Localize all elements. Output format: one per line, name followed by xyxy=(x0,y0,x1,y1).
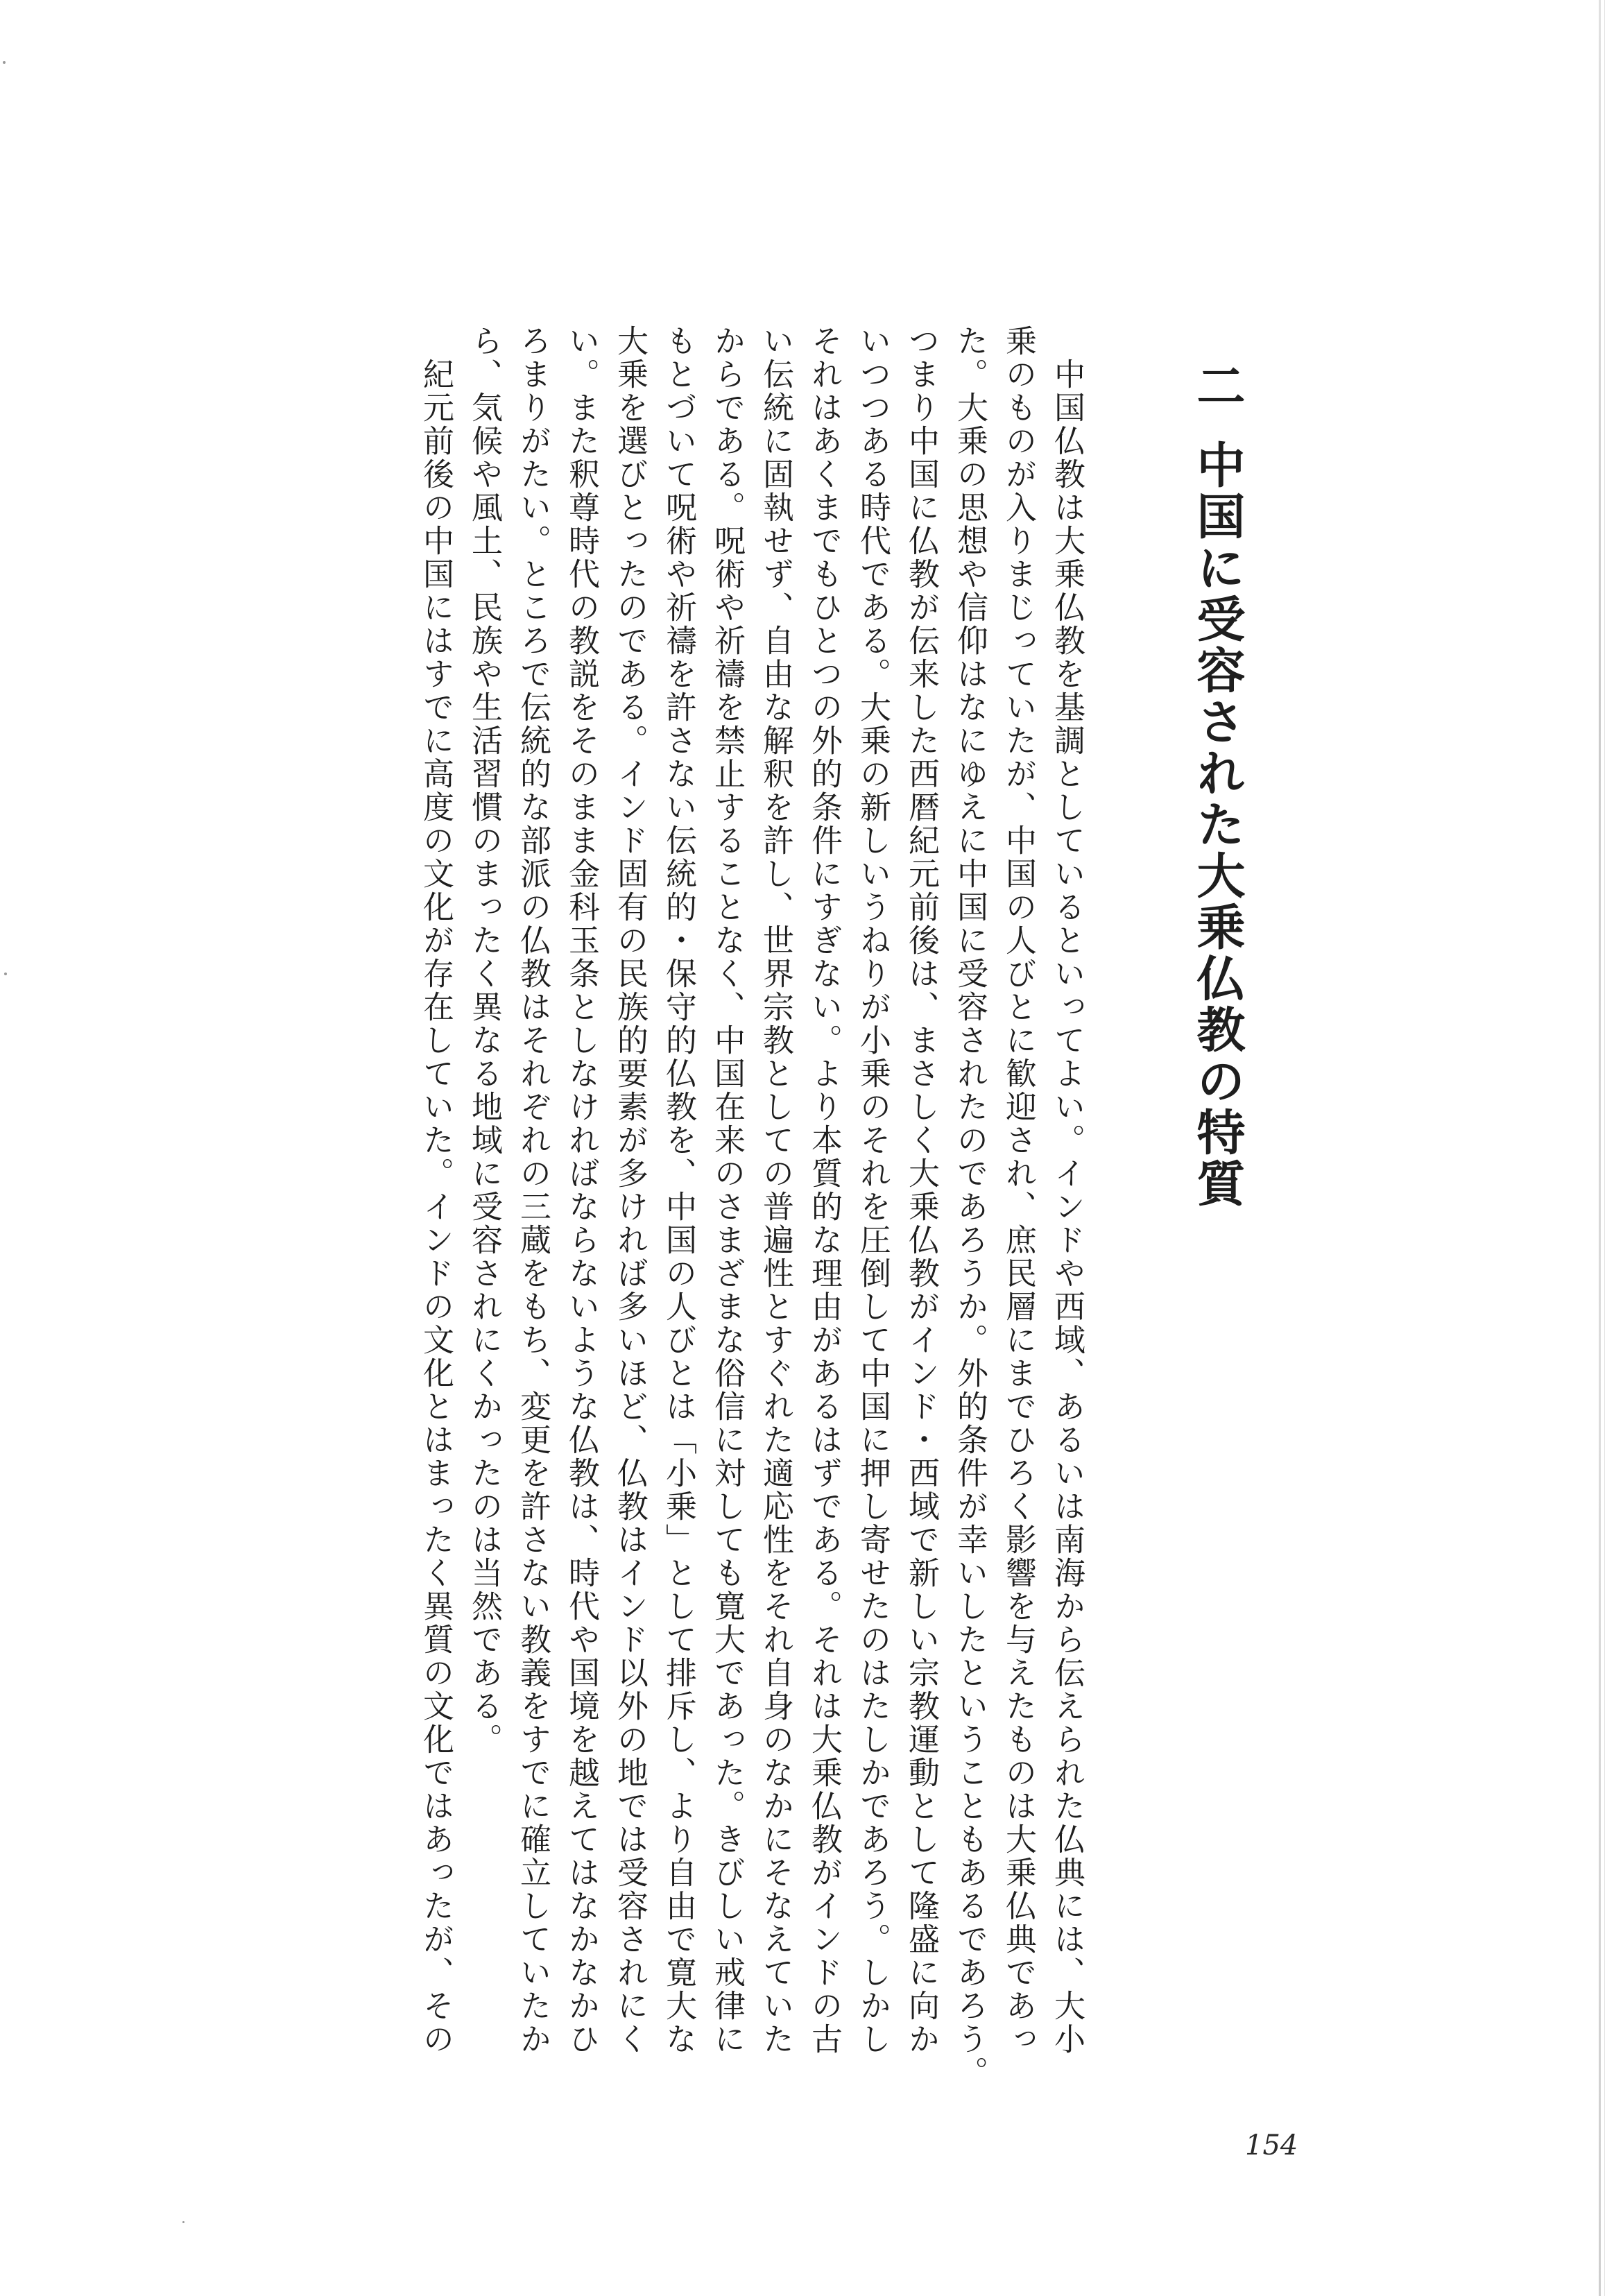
text-column: い。また釈尊時代の教説をそのまま金科玉条としなければならないような仏教は、時代や国境を越えてはなかなかひ xyxy=(563,325,600,2056)
text-column: ら、気候や風土、民族や生活習慣のまったく異なる地域に受容されにくかったのは当然である。 xyxy=(466,325,503,1756)
text-column: 乗のものが入りまじっていたが、中国の人びとに歓迎され、庶民層にまでひろく影響を与えたものは大乗仏典であっ xyxy=(1000,325,1037,2056)
scan-speck xyxy=(3,61,6,64)
section-heading xyxy=(1190,361,1245,1210)
text-column: 大乗を選びとったのである。インド固有の民族的要素が多ければ多いほど、仏教はインド以外の地では受容されにく xyxy=(612,325,649,2056)
text-column: 紀元前後の中国にはすでに高度の文化が存在していた。インドの文化とはまったく異質の文化ではあったが、その xyxy=(418,325,454,2056)
scan-speck xyxy=(182,2221,184,2223)
section-number: 二 xyxy=(1189,361,1246,412)
scan-speck xyxy=(4,973,7,975)
text-column: つまり中国に仏教が伝来した西暦紀元前後は、まさしく大乗仏教がインド・西域で新しい宗教運動として隆盛に向か xyxy=(903,325,940,2056)
page-number: 154 xyxy=(1245,2130,1298,2161)
text-column: ろまりがたい。ところで伝統的な部派の仏教はそれぞれの三蔵をもち、変更を許さない教義をすでに確立していたか xyxy=(515,325,551,2056)
text-column: いつつある時代である。大乗の新しいうねりが小乗のそれを圧倒して中国に押し寄せたのはたしかであろう。しかし xyxy=(855,325,891,2056)
text-column: からである。呪術や祈禱を禁止することなく、中国在来のさまざまな俗信に対しても寛大であった。きびしい戒律に xyxy=(709,325,746,2056)
text-column: 中国仏教は大乗仏教を基調としているといってよい。インドや西域、あるいは南海から伝えられた仏典には、大小 xyxy=(1049,325,1085,2056)
section-title: 中国に受容された大乗仏教の特質 xyxy=(1189,440,1246,1210)
scan-edge-line xyxy=(1604,0,1605,2296)
scan-edge-shadow xyxy=(1599,0,1601,2296)
text-column: た。大乗の思想や信仰はなにゆえに中国に受容されたのであろうか。外的条件が幸いしたということもあるであろう。 xyxy=(952,325,988,2089)
text-column: それはあくまでもひとつの外的条件にすぎない。より本質的な理由があるはずである。それは大乗仏教がインドの古 xyxy=(806,325,843,2056)
text-column: い伝統に固執せず、自由な解釈を許し、世界宗教としての普遍性とすぐれた適応性をそれ自身のなかにそなえていた xyxy=(757,325,794,2056)
text-column: もとづいて呪術や祈禱を許さない伝統的・保守的仏教を、中国の人びとは「小乗」として排斥し、より自由で寛大な xyxy=(660,325,697,2056)
